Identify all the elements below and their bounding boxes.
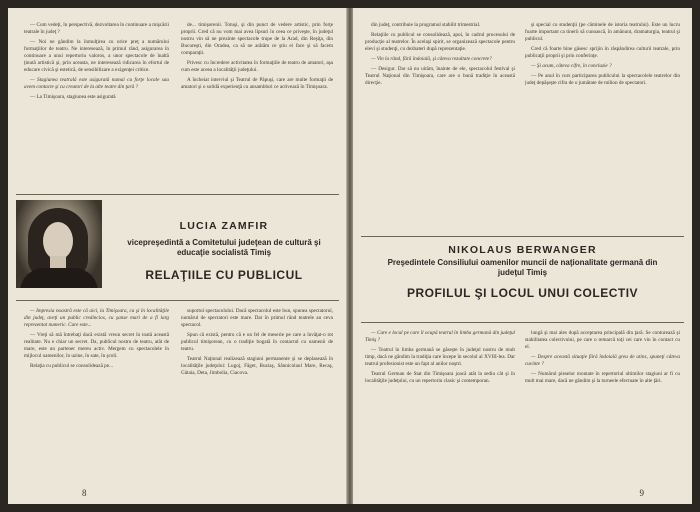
interview-header-left <box>108 220 340 282</box>
paragraph: lungă şi mai ales după acceptarea principală din ţară. Se conturează şi stabilitatea colectivului, pe care o remarcă toţi cei care vin în contact cu el. <box>525 330 680 350</box>
left-page <box>8 8 347 504</box>
paragraph: de... timişorenii. Totuşi, şi din punct de vedere artistic, prin forţe proprii. Cred că nu vom mai avea lipsuri în ceea ce priveşte, în judeţul nostru vin să ne prezinte spectacole trupe de la Arad, din Reşiţa, din Bucureşti, din Oradea, ca să ne arătăm ce ştiu ei face şi să facem comparaţii. <box>181 22 333 56</box>
page-number-left: 8 <box>82 488 87 498</box>
divider <box>16 300 339 301</box>
role-line: judeţul Timiş <box>497 268 548 277</box>
paragraph: — Care e locul pe care îl ocupă teatrul în limba germană din judeţul Timiş ? <box>365 330 515 343</box>
divider <box>361 322 684 323</box>
right-page <box>353 8 692 504</box>
person-name: LUCIA ZAMFIR <box>179 220 269 232</box>
paragraph: Relaţia cu publicul se consolidează pe... <box>30 363 113 369</box>
paragraph: — Numărul pieselor montate în repertoriul ultimilor stagiuni ar fi cu mult mai mare, dacă ne gândim şi la turneele efectuate în alte ţări. <box>525 371 680 384</box>
paragraph: — Desigur. Dar să nu uităm, înainte de ele, spectacolul festival şi Teatrul Naţional din Timişoara, care are o bună tradiţie în această direcţie. <box>365 66 515 86</box>
article-title: PROFILUL ŞI LOCUL UNUI COLECTIV <box>406 286 639 300</box>
interview-header-right <box>363 244 682 300</box>
left-bottom-col1 <box>24 308 169 478</box>
paragraph: din judeţ, contribuie la programul stabilit trimestrial. <box>371 22 481 28</box>
portrait-photo <box>16 200 102 288</box>
paragraph: — La Timişoara, stagiunea este asigurată <box>30 94 116 100</box>
paragraph: — Vin la rând, fără îndoială, şi câteva rezultate concrete? <box>371 56 492 62</box>
right-top-col2 <box>525 22 680 228</box>
paragraph: — Noi ne gândim la înmulţirea cu orice preţ a numărului formaţiilor de teatru. Ne interesează, în primul rând, asigurarea în continuare a unui repertoriu valoros, a unor spectacole de înaltă ţinută artistică şi, prin aceasta, ne interesează ridicarea în efortul de educare civică şi estetică, de sensibilizare a exigenţei critice. <box>24 39 169 73</box>
person-role <box>363 258 682 278</box>
paragraph: Spun că există, pentru că e un fel de meserie pe care a învăţat-o tot publicul timişorean, cu o tradiţie bogată în contactul cu oamenii de teatru. <box>181 332 333 352</box>
paragraph: Relaţiile cu publicul se consolidează, apoi, în cadrul procesului de producţie al teatrelor. În acelaşi spirit, se organizează spectacole pentru elevi şi studenţi, cu dezbateri după reprezentaţie. <box>365 32 515 52</box>
paragraph: Teatrul German de Stat din Timişoara joacă atât la sediu cât şi în localităţile judeţului, cu un repertoriu clasic şi contemporan. <box>365 371 515 384</box>
paragraph: — Impresia noastră este că aici, la Timişoara, ca şi în localităţile din judeţ, aveţi un public credincios, cu şanse mari de a fi larg reprezentat numeric. Care este... <box>24 308 169 328</box>
right-bottom-col2 <box>525 330 680 480</box>
left-bottom-col2 <box>181 308 333 478</box>
divider <box>16 194 339 195</box>
paragraph: Cred că foarte bine găsesc sprijin în răspândirea culturii teatrale, prin publicaţii proprii şi prin conferinţe. <box>525 46 680 59</box>
right-top-col1 <box>365 22 515 228</box>
page-number-right: 9 <box>639 488 644 498</box>
left-top-col2 <box>181 22 333 190</box>
paragraph: — Cum vedeţi, în perspectivă, dezvoltarea în continuare a mişcării teatrale în judeţ ? <box>24 22 169 35</box>
person-role <box>108 238 340 258</box>
role-line: Preşedintele Consiliului oamenilor muncii de naţionalitate germană din <box>387 258 658 267</box>
paragraph: A încheiat interviul şi Teatrul de Păpuşi, care are multe formaţii de amatori şi o solidă experienţă cu ansambluri ce activează în Timişoara. <box>181 77 333 90</box>
divider <box>361 236 684 237</box>
paragraph: — Vreţi să mă întrebaţi dacă există vreun secret în toată această realitate. Nu e chiar un secret. Da, publicul nostru de teatru, atât de mare, este un partener mereu activ. Mergem cu spectacolele în mijlocul oamenilor, în uzine, în sate, în şcoli. <box>24 332 169 359</box>
paragraph: suportul spectacolului. Dacă spectacolul este bun, spunea spectatorul, numărul de spectatori este mare. Dar în primul rând teatrele au ceva spectacol. <box>181 308 333 328</box>
paragraph: — Pe anul în curs participarea publicului la spectacolele teatrelor din judeţ depăşeşte cifra de o jumătate de milion de spectatori. <box>525 73 680 86</box>
paragraph: Teatrul Naţional realizează stagiuni permanente şi se deplasează în localităţile judeţului: Lugoj, Făget, Buziaş, Sânnicolaul Mare, Recaş, Gătaia, Deta, Jimbolia, Ciacova. <box>181 356 333 376</box>
role-line: vicepreşedintă a Comitetului judeţean de cultură şi <box>127 238 321 247</box>
left-top-col1 <box>24 22 169 190</box>
role-line: educaţie socialistă Timiş <box>176 248 272 257</box>
paragraph: — Stagiunea teatrală este asigurată numai cu forţe locale sau avem contacte şi cu creatori de la alte teatre din ţară ? <box>24 77 169 90</box>
right-bottom-col1 <box>365 330 515 480</box>
paragraph: — Şi acum, câteva cifre, în concluzie ? <box>531 63 612 69</box>
paragraph: — Despre această situaţie fără îndoială greu de atins, spuneţi câteva cuvinte ? <box>525 354 680 367</box>
paragraph: Privesc cu încredere activitatea în formaţiile de teatru de amatori, aşa cum este aceea a localităţii judeţului. <box>181 60 333 73</box>
paragraph: şi special cu studenţii (pe căminele de istoria teatrului). Este un lucru foarte important ca tinerii să cunoască, în amănunt, dramaturgia, teatrul şi publicul. <box>525 22 680 42</box>
article-title: RELAŢIILE CU PUBLICUL <box>145 268 303 282</box>
paragraph: — Teatrul în limba germană se găseşte în judeţul nostru de mult timp, dacă ne gândim la tradiţia care începe în secolul al XVIII-lea. Dar teatrul profesionist este un fapt al anilor noştri. <box>365 347 515 367</box>
person-name: NIKOLAUS BERWANGER <box>448 244 597 256</box>
